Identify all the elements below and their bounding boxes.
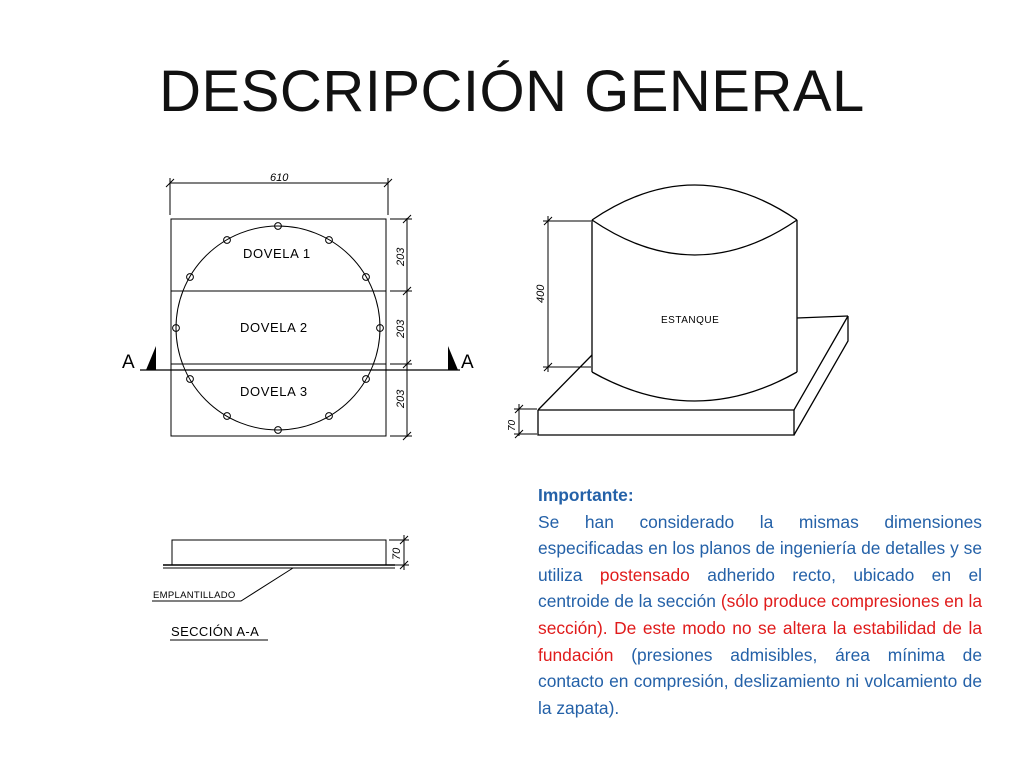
note-text-2: adherido recto, ubicado en el centroide de la sección (538, 564, 982, 612)
slab-height-dimension-text: 70 (507, 419, 518, 431)
cut-arrow-left (146, 346, 156, 370)
section-caption: SECCIÓN A-A (171, 624, 260, 639)
cut-label-right: A (461, 352, 474, 373)
section-slab (172, 540, 386, 565)
cut-label-left: A (122, 352, 135, 373)
dovela-3-label: DOVELA 3 (240, 384, 308, 399)
cut-arrow-right (448, 346, 458, 370)
tank-height-dimension-text: 400 (535, 284, 547, 303)
isometric-view (538, 185, 848, 435)
slab-front-face (538, 410, 794, 435)
slab-top-left-edge (538, 355, 592, 410)
tank-top-front (592, 220, 797, 255)
tank-base-curve (592, 372, 797, 401)
dovela-1-label: DOVELA 1 (243, 246, 311, 261)
section-dimension-text: 70 (391, 547, 403, 560)
dovela-1-dimension-text: 203 (395, 247, 407, 266)
dovela-2-label: DOVELA 2 (240, 320, 308, 335)
note-text-1: Se han considerado la mismas dimensiones especificadas en los planos de ingeniería de detalles y se utiliza (538, 511, 982, 585)
width-dimension-text: 610 (270, 172, 289, 184)
isometric-dimensions (514, 216, 591, 438)
plan-view (140, 178, 460, 440)
slab-top-back-edge (797, 316, 848, 318)
note-highlight-2: (sólo produce compresiones en la sección). De este modo no se altera la estabilidad de la fundación (538, 591, 982, 665)
dovela-3-dimension-text: 203 (395, 389, 407, 408)
note-heading: Importante: (538, 485, 634, 505)
tank-top-back (592, 185, 797, 220)
emplantillado-label: EMPLANTILLADO (153, 590, 236, 601)
slab-side-face (794, 316, 848, 435)
page-title: DESCRIPCIÓN GENERAL (159, 59, 865, 124)
important-note (538, 482, 982, 721)
tank-label: ESTANQUE (661, 315, 720, 326)
note-text-3: (presiones admisibles, área mínima de contacto en compresión, deslizamiento ni volcamiento de la zapata). (538, 644, 982, 718)
dovela-2-dimension-text: 203 (395, 319, 407, 338)
note-highlight-1: postensado (599, 564, 690, 585)
